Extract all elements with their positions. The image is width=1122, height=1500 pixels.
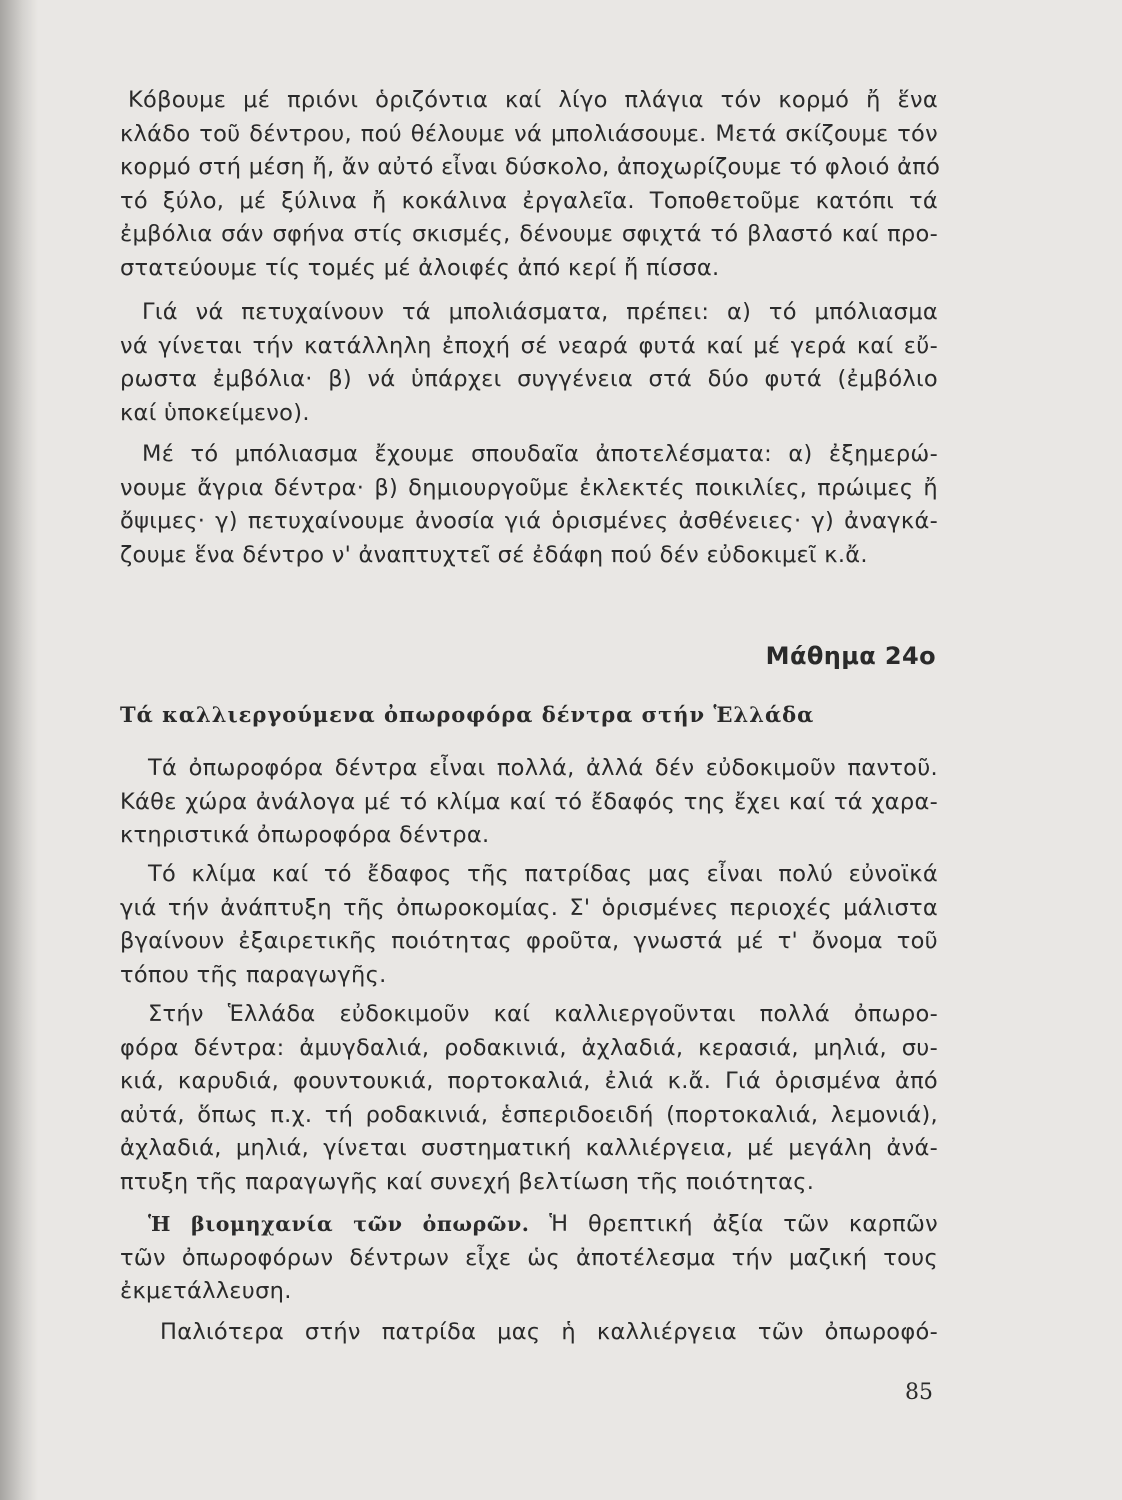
text-line: Κάθε χώρα ἀνάλογα μέ τό κλίμα καί τό ἔδαφός της ἔχει καί τά χαρα- bbox=[120, 788, 938, 815]
text-line: γιά τήν ἀνάπτυξη τῆς ὀπωροκομίας. Σ' ὁρισμένες περιοχές μάλιστα bbox=[120, 894, 938, 921]
paragraph-climate bbox=[120, 858, 938, 992]
text-line: τόπου τῆς παραγωγῆς. bbox=[120, 961, 387, 988]
text-line: τό ξύλο, μέ ξύλινα ἤ κοκάλινα ἐργαλεῖα. Τοποθετοῦμε κατόπι τά bbox=[120, 187, 938, 214]
text-line: Γιά νά πετυχαίνουν τά μπολιάσματα, πρέπει: α) τό μπόλιασμα bbox=[142, 299, 938, 325]
lesson-heading: Μάθημα 24ο bbox=[765, 642, 936, 670]
text-span: Ἡ θρεπτική ἀξία τῶν καρπῶν bbox=[549, 1211, 938, 1237]
page-gutter-shadow bbox=[0, 0, 38, 1500]
paragraph-fruit-trees-intro bbox=[120, 752, 938, 853]
text-line: Τό κλίμα καί τό ἔδαφος τῆς πατρίδας μας εἶναι πολύ εὐνοϊκά bbox=[148, 861, 938, 887]
text-line: Κόβουμε μέ πριόνι ὁριζόντια καί λίγο πλάγια τόν κορμό ἤ ἕνα bbox=[128, 87, 938, 113]
text-line: φόρα δέντρα: ἀμυγδαλιά, ροδακινιά, ἀχλαδιά, κερασιά, μηλιά, συ- bbox=[120, 1034, 938, 1061]
text-line: στατεύουμε τίς τομές μέ ἀλοιφές ἀπό κερί ἤ πίσσα. bbox=[120, 254, 720, 281]
text-line: ρωστα ἐμβόλια· β) νά ὑπάρχει συγγένεια στά δύο φυτά (ἐμβόλιο bbox=[120, 366, 938, 392]
text-line: ζουμε ἕνα δέντρο ν' ἀναπτυχτεῖ σέ ἐδάφη πού δέν εὐδοκιμεῖ κ.ἄ. bbox=[120, 541, 868, 568]
section-heading: Τά καλλιεργούμενα ὀπωροφόρα δέντρα στήν Ἑλλάδα bbox=[120, 702, 815, 727]
paragraph-grafting-method bbox=[120, 84, 941, 285]
paragraph-fruit-industry bbox=[120, 1208, 938, 1309]
page-number: 85 bbox=[905, 1380, 933, 1405]
text-line: Τά ὀπωροφόρα δέντρα εἶναι πολλά, ἀλλά δέν εὐδοκιμοῦν παντοῦ. bbox=[148, 755, 938, 781]
text-line: νά γίνεται τήν κατάλληλη ἐποχή σέ νεαρά φυτά καί μέ γερά καί εὔ- bbox=[120, 332, 938, 359]
text-line: κτηριστικά ὀπωροφόρα δέντρα. bbox=[120, 822, 490, 848]
text-line: κλάδο τοῦ δέντρου, πού θέλουμε νά μπολιάσουμε. Μετά σκίζουμε τόν bbox=[120, 120, 938, 147]
text-line: Παλιότερα στήν πατρίδα μας ἡ καλλιέργεια τῶν ὀπωροφό- bbox=[160, 1319, 938, 1345]
fruit-industry-subheading: Ἡ βιομηχανία τῶν ὀπωρῶν. bbox=[148, 1212, 530, 1236]
text-line: νουμε ἄγρια δέντρα· β) δημιουργοῦμε ἐκλεκτές ποικιλίες, πρώιμες ἤ bbox=[120, 474, 938, 501]
text-line: βγαίνουν ἐξαιρετικῆς ποιότητας φροῦτα, γνωστά μέ τ' ὄνομα τοῦ bbox=[120, 928, 938, 954]
text-line: κιά, καρυδιά, φουντουκιά, πορτοκαλιά, ἐλιά κ.ἄ. Γιά ὁρισμένα ἀπό bbox=[120, 1068, 938, 1094]
text-line bbox=[120, 1208, 938, 1242]
text-line: Στήν Ἑλλάδα εὐδοκιμοῦν καί καλλιεργοῦνται πολλά ὀπωρο- bbox=[148, 1001, 938, 1027]
paragraph-grafting-results bbox=[120, 438, 938, 572]
text-line: ἐκμετάλλευση. bbox=[120, 1278, 292, 1304]
paragraph-history bbox=[120, 1316, 938, 1350]
paragraph-grafting-conditions bbox=[120, 296, 938, 430]
text-line: πτυξη τῆς παραγωγῆς καί συνεχή βελτίωση τῆς ποιότητας. bbox=[120, 1168, 815, 1195]
text-line: ἀχλαδιά, μηλιά, γίνεται συστηματική καλλιέργεια, μέ μεγάλη ἀνά- bbox=[120, 1135, 938, 1161]
text-line: ὄψιμες· γ) πετυχαίνουμε ἀνοσία γιά ὁρισμένες ἀσθένειες· γ) ἀναγκά- bbox=[120, 508, 938, 534]
text-line: ἐμβόλια σάν σφήνα στίς σκισμές, δένουμε σφιχτά τό βλαστό καί προ- bbox=[120, 221, 938, 247]
text-line: κορμό στή μέση ἤ, ἄν αὐτό εἶναι δύσκολο, ἀποχωρίζουμε τό φλοιό ἀπό bbox=[120, 154, 941, 180]
text-line: τῶν ὀπωροφόρων δέντρων εἶχε ὡς ἀποτέλεσμα τήν μαζική τους bbox=[120, 1244, 938, 1271]
text-line: αὐτά, ὅπως π.χ. τή ροδακινιά, ἑσπεριδοειδή (πορτοκαλιά, λεμονιά), bbox=[120, 1101, 938, 1128]
paragraph-cultivated-trees bbox=[120, 998, 938, 1199]
text-line: καί ὑποκείμενο). bbox=[120, 399, 310, 426]
text-line: Μέ τό μπόλιασμα ἔχουμε σπουδαῖα ἀποτελέσματα: α) ἐξημερώ- bbox=[142, 441, 938, 467]
